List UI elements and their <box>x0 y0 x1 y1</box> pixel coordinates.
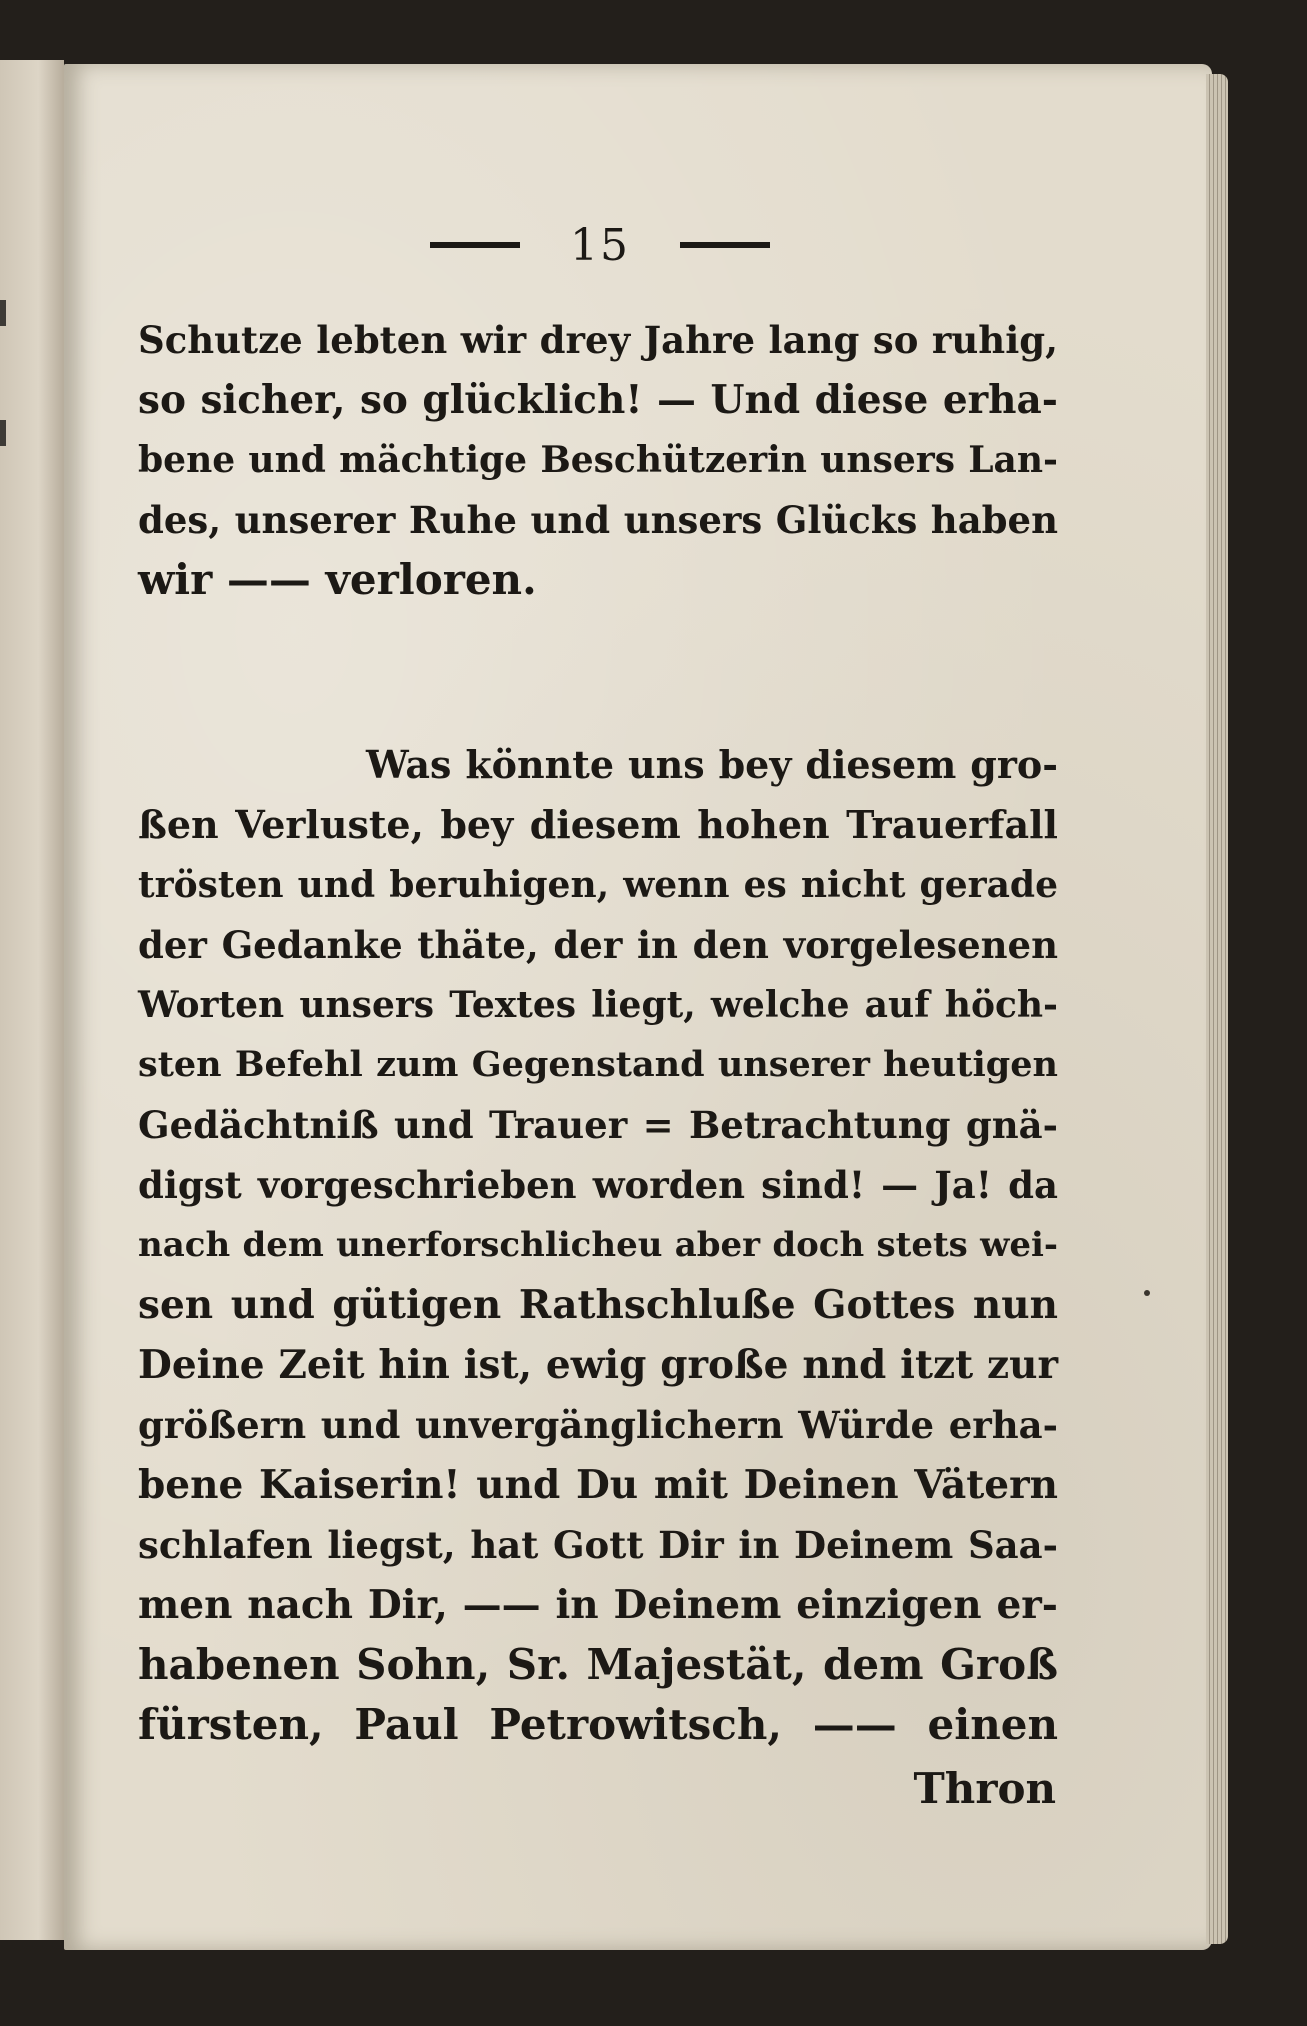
facing-page-edge <box>0 60 64 1940</box>
text-line: Was könnte uns bey diesem gro- <box>366 742 1058 787</box>
ink-speck <box>1144 1290 1150 1296</box>
text-line: bene und mächtige Beschützerin unsers Lan- <box>138 439 1058 481</box>
text-line: größern und unvergänglichern Würde erha- <box>138 1403 1058 1447</box>
paragraph-1 <box>138 310 1058 610</box>
page-header <box>430 219 770 271</box>
text-line: wir —— verloren. <box>138 555 537 604</box>
text-line: Gedächtniß und Trauer = Betrachtung gnä- <box>138 1103 1058 1147</box>
text-line: fürsten, Paul Petrowitsch, —— einen <box>138 1700 1058 1749</box>
text-line: so sicher, so glücklich! — Und diese erha- <box>138 377 1058 423</box>
facing-page-marks <box>0 300 8 500</box>
text-line: men nach Dir, —— in Deinem einzigen er- <box>138 1582 1058 1628</box>
text-line: trösten und beruhigen, wenn es nicht gerade <box>138 864 1058 906</box>
text-line: der Gedanke thäte, der in den vorgelesenen <box>138 923 1058 967</box>
text-line: des, unserer Ruhe und unsers Glücks haben <box>138 498 1058 542</box>
text-line: sen und gütigen Rathschluße Gottes nun <box>138 1282 1058 1328</box>
text-line: Worten unsers Textes liegt, welche auf höch- <box>138 984 1058 1026</box>
text-line: schlafen liegst, hat Gott Dir in Deinem Saa- <box>138 1523 1058 1567</box>
body-text <box>138 310 1058 1755</box>
text-line: nach dem unerforschlicheu aber doch stets wei- <box>138 1225 1058 1265</box>
header-rule-right <box>680 242 770 248</box>
text-line: digst vorgeschrieben worden sind! — Ja! da <box>138 1163 1058 1207</box>
text-line: sten Befehl zum Gegenstand unserer heutigen <box>138 1044 1058 1085</box>
page-stack-edge <box>1206 74 1228 1944</box>
text-line: ßen Verluste, bey diesem hohen Trauerfall <box>138 802 1058 847</box>
text-line: bene Kaiserin! und Du mit Deinen Vätern <box>138 1462 1058 1508</box>
text-line: Deine Zeit hin ist, ewig große nnd itzt zur <box>138 1342 1058 1388</box>
catchword: Thron <box>913 1764 1056 1813</box>
paragraph-2 <box>138 735 1058 1755</box>
header-rule-left <box>430 242 520 248</box>
text-line: Schutze lebten wir drey Jahre lang so ruhig, <box>138 318 1058 362</box>
page-number: 15 <box>570 219 630 271</box>
text-line: habenen Sohn, Sr. Majestät, dem Groß <box>138 1640 1058 1689</box>
